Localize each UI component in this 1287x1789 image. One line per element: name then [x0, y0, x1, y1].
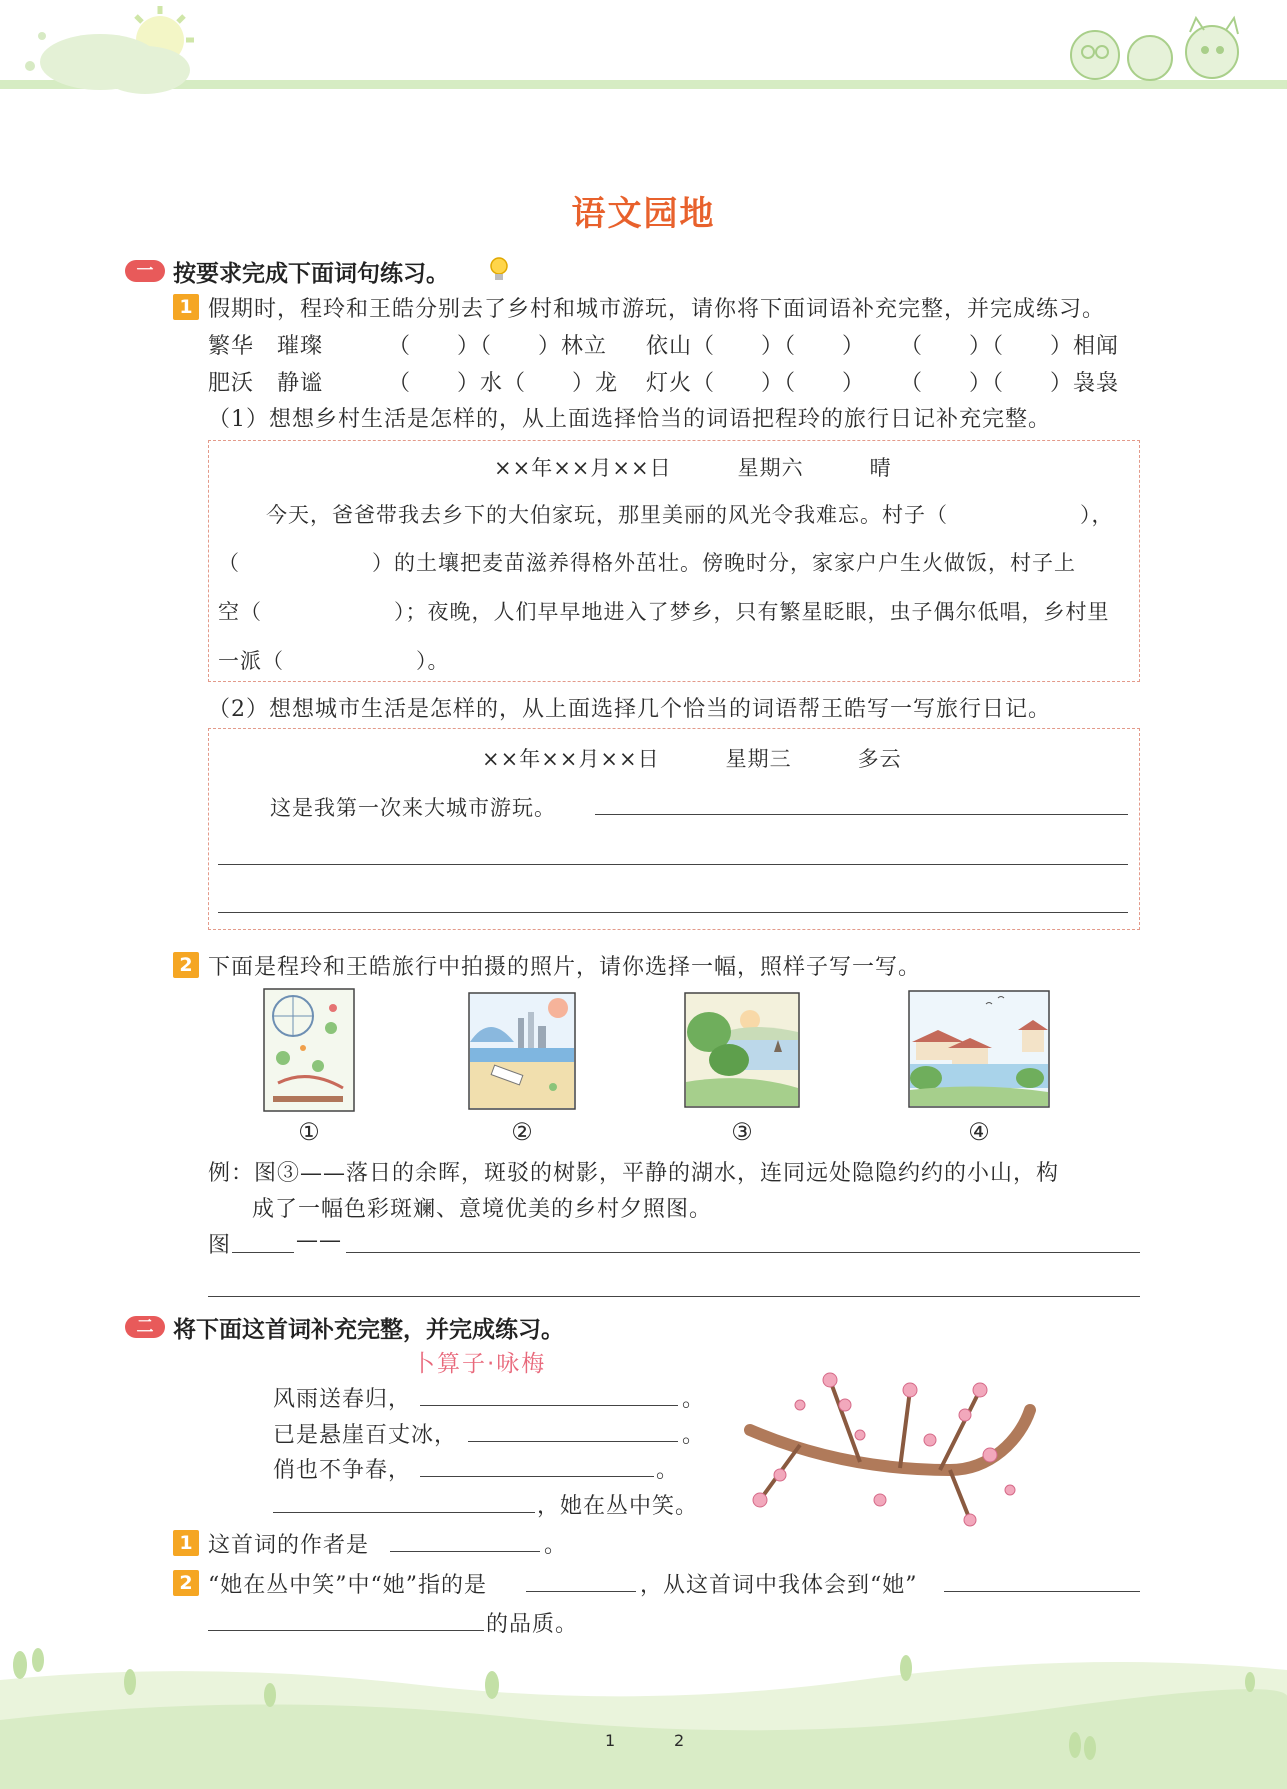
city-beach-photo[interactable] [468, 992, 576, 1110]
answer-dash: —— [296, 1228, 342, 1253]
amusement-park-photo[interactable] [263, 988, 355, 1112]
word-blank[interactable]: （ ）（ ）相闻 [900, 334, 1120, 359]
poem-blank[interactable] [468, 1441, 678, 1442]
poem-line: 风雨送春归， [273, 1387, 412, 1412]
photo-caption: ④ [968, 1118, 990, 1146]
animal-friends-icon [1071, 18, 1238, 80]
section-badge: 二 [125, 1316, 165, 1338]
sub-question: （1）想想乡村生活是怎样的，从上面选择恰当的词语把程玲的旅行日记补充完整。 [208, 407, 1051, 432]
question-text: 的品质。 [486, 1612, 579, 1637]
example-text: 成了一幅色彩斑斓、意境优美的乡村夕照图。 [252, 1197, 713, 1222]
footer-hills [0, 1640, 1287, 1789]
writing-line[interactable] [595, 814, 1128, 815]
poem-end: 。 [656, 1458, 680, 1483]
question-text: “她在丛中笑”中“她”指的是 [208, 1573, 487, 1598]
diary-date: ××年××月××日 星期三 多云 [482, 747, 902, 771]
diary-date: ××年××月××日 星期六 晴 [494, 456, 892, 480]
question-number: 1 [173, 294, 199, 320]
answer-blank[interactable] [390, 1551, 540, 1552]
word-blank[interactable]: （ ）（ ）林立 [388, 334, 608, 359]
word-blank[interactable]: 依山（ ）（ ） [646, 334, 866, 359]
poem-blank[interactable] [420, 1476, 654, 1477]
word-blank[interactable]: （ ）水（ ）龙 [388, 371, 619, 396]
section-title: 将下面这首词补充完整，并完成练习。 [173, 1317, 564, 1343]
diary-text[interactable]: 今天，爸爸带我去乡下的大伯家玩，那里美丽的风光令我难忘。村子（ ）， [266, 503, 1114, 527]
question-text: ，从这首词中我体会到“她” [640, 1573, 918, 1598]
page-title: 语文园地 [571, 194, 716, 234]
poem-blank[interactable] [420, 1405, 678, 1406]
section-title: 按要求完成下面词句练习。 [173, 261, 449, 287]
page-number-left: 1 [605, 1731, 616, 1750]
header-decoration [0, 0, 1287, 110]
page-number-right: 2 [674, 1731, 685, 1750]
question-prompt: 下面是程玲和王皓旅行中拍摄的照片，请你选择一幅，照样子写一写。 [208, 955, 922, 980]
answer-line[interactable] [208, 1296, 1140, 1297]
question-end: 。 [544, 1533, 568, 1558]
question-prompt: 假期时，程玲和王皓分别去了乡村和城市游玩，请你将下面词语补充完整，并完成练习。 [208, 297, 1106, 322]
lake-sunset-photo[interactable] [684, 992, 800, 1108]
example-text: 例：图③——落日的余晖，斑驳的树影，平静的湖水，连同远处隐隐约约的小山，构 [208, 1161, 1060, 1186]
answer-blank[interactable] [232, 1252, 294, 1253]
writing-line[interactable] [218, 864, 1128, 865]
diary-text: 这是我第一次来大城市游玩。 [270, 796, 556, 820]
word-blank[interactable]: 灯火（ ）（ ） [646, 371, 866, 396]
sub-question: （2）想想城市生活是怎样的，从上面选择几个恰当的词语帮王皓写一写旅行日记。 [208, 697, 1051, 722]
poem-line: ，她在丛中笑。 [537, 1494, 699, 1519]
answer-line[interactable] [346, 1252, 1140, 1253]
writing-line[interactable] [218, 912, 1128, 913]
question-number: 1 [173, 1530, 199, 1556]
photo-caption: ① [298, 1118, 320, 1146]
poem-end: 。 [682, 1387, 706, 1412]
plum-blossom-illustration [740, 1350, 1040, 1540]
word-group: 繁华 璀璨 [208, 334, 324, 359]
lightbulb-icon [488, 256, 510, 284]
poem-line: 已是悬崖百丈冰， [273, 1423, 458, 1448]
question-number: 2 [173, 952, 199, 978]
diary-text[interactable]: 空（ ）；夜晚，人们早早地进入了梦乡，只有繁星眨眼，虫子偶尔低唱，乡村里 [218, 600, 1110, 624]
poem-line: 俏也不争春， [273, 1458, 412, 1483]
river-town-photo[interactable] [908, 990, 1050, 1108]
word-blank[interactable]: （ ）（ ）袅袅 [900, 371, 1120, 396]
diary-text[interactable]: （ ）的土壤把麦苗滋养得格外茁壮。傍晚时分，家家户户生火做饭，村子上 [218, 551, 1076, 575]
answer-blank[interactable] [526, 1591, 636, 1592]
poem-blank[interactable] [273, 1512, 535, 1513]
answer-prefix: 图 [208, 1233, 232, 1258]
question-number: 2 [173, 1570, 199, 1596]
word-group: 肥沃 静谧 [208, 371, 324, 396]
answer-blank[interactable] [208, 1630, 484, 1631]
section-badge: 一 [125, 260, 165, 282]
poem-end: 。 [682, 1423, 706, 1448]
question-text: 这首词的作者是 [208, 1533, 370, 1558]
answer-blank[interactable] [944, 1591, 1140, 1592]
photo-caption: ③ [731, 1118, 753, 1146]
poem-title: 卜算子·咏梅 [412, 1351, 547, 1377]
photo-caption: ② [511, 1118, 533, 1146]
diary-text[interactable]: 一派（ ）。 [218, 649, 450, 673]
